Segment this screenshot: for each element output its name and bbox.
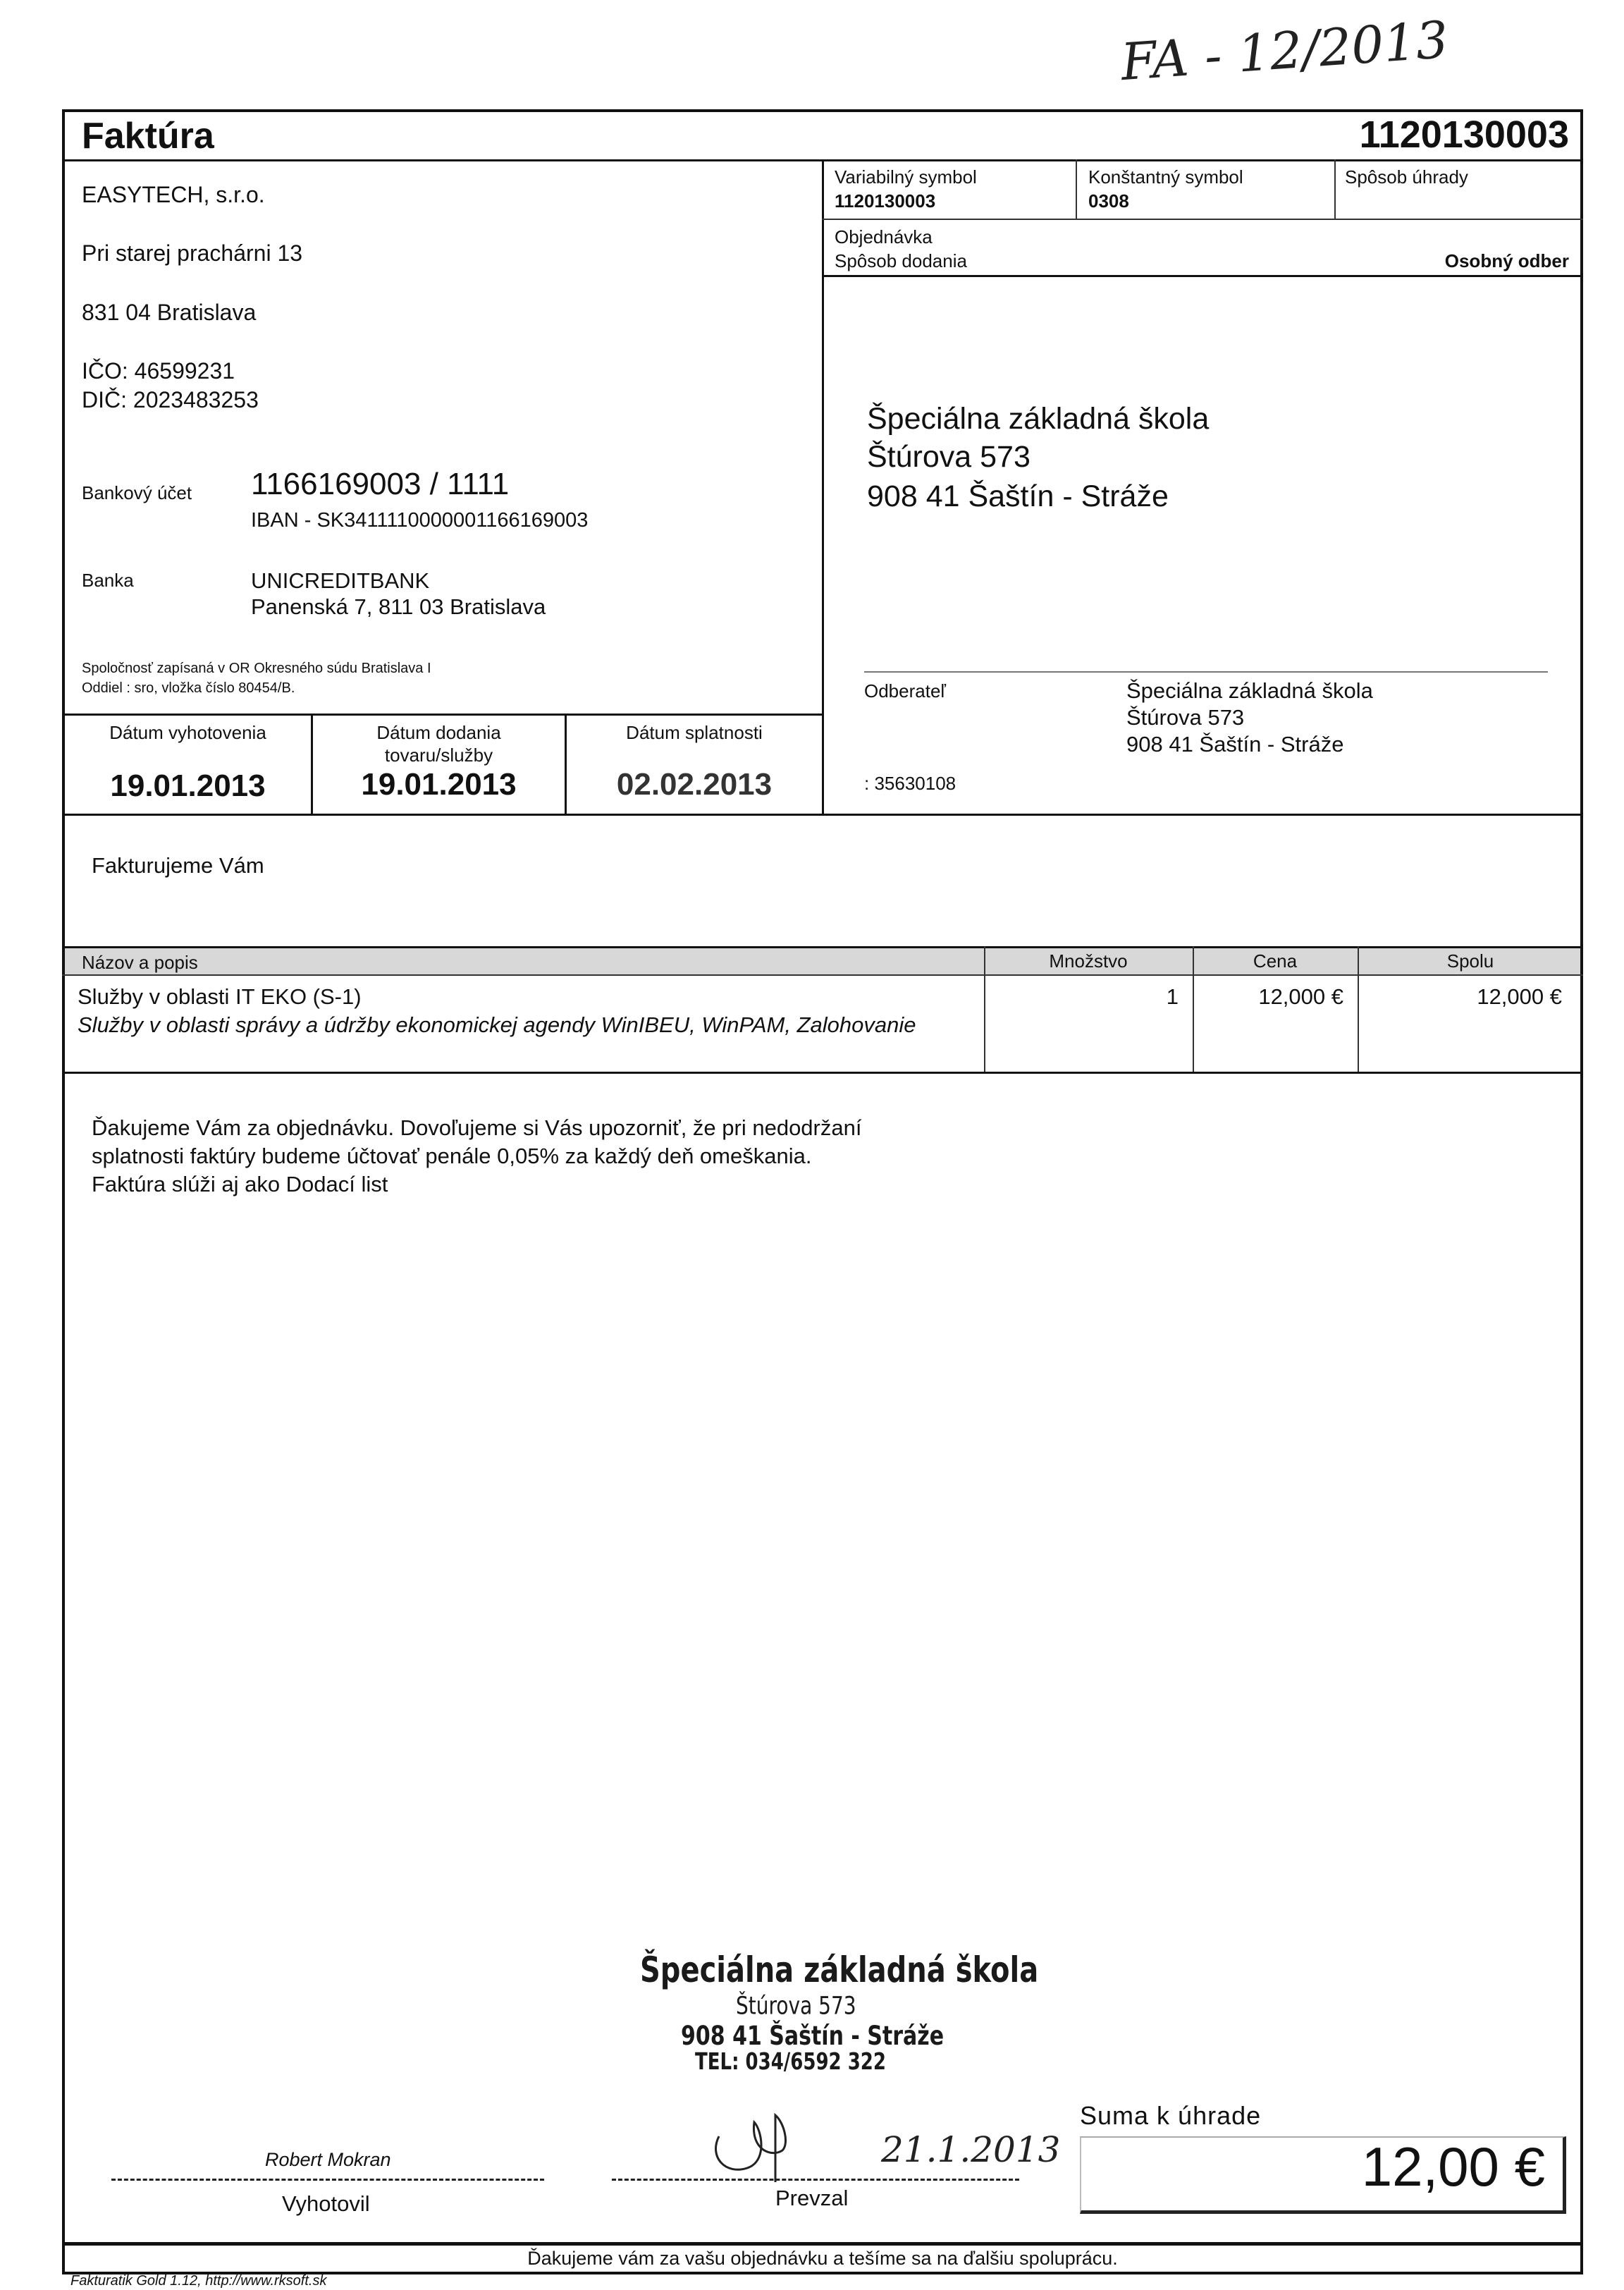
footer-thanks: Ďakujeme vám za vašu objednávku a tešíme sa na ďalšiu spoluprácu.	[527, 2248, 1118, 2269]
customer-city: 908 41 Šaštín - Stráže	[1126, 732, 1344, 757]
table-header-total: Spolu	[1446, 950, 1494, 972]
bank-name: UNICREDITBANK	[251, 568, 430, 593]
due-date: 02.02.2013	[616, 767, 773, 802]
supplier-ico: IČO: 46599231	[82, 358, 235, 384]
supplier-city: 831 04 Bratislava	[82, 300, 257, 325]
issue-date: 19.01.2013	[110, 769, 266, 803]
table-bottom-border	[62, 1072, 1583, 1074]
stamp-line-3: 908 41 Šaštín - Stráže	[681, 2021, 945, 2052]
payment-divider-2	[1334, 159, 1336, 219]
recipient-name: Špeciálna základná škola	[867, 402, 1210, 436]
constant-symbol-label: Konštantný symbol	[1088, 166, 1243, 188]
note-line-1: Ďakujeme Vám za objednávku. Dovoľujeme si Vás upozorniť, že pri nedodržaní	[92, 1115, 862, 1140]
delivery-method: Osobný odber	[1444, 250, 1569, 271]
customer-street: Štúrova 573	[1126, 705, 1245, 730]
bank-account-label: Bankový účet	[82, 482, 192, 503]
bank-iban: IBAN - SK3411110000001166169003	[251, 509, 589, 532]
header-section-bottom	[62, 814, 1583, 816]
software-credit: Fakturatik Gold 1.12, http://www.rksoft.sk	[70, 2273, 327, 2289]
table-row-total: 12,000 €	[1477, 984, 1562, 1009]
intro-text: Fakturujeme Vám	[92, 853, 264, 878]
variable-symbol: 1120130003	[835, 190, 936, 212]
bank-label: Banka	[82, 570, 134, 591]
table-header-qty: Množstvo	[1049, 950, 1128, 972]
order-label: Objednávka	[835, 226, 933, 247]
customer-separator	[864, 671, 1548, 673]
invoice-number: 1120130003	[1359, 114, 1569, 156]
registry-line-1: Spoločnosť zapísaná v OR Okresného súdu Bratislava I	[82, 661, 431, 676]
total-label: Suma k úhrade	[1080, 2101, 1262, 2130]
received-label: Prevzal	[775, 2186, 849, 2210]
table-header-name: Názov a popis	[82, 952, 198, 973]
customer-id: : 35630108	[864, 773, 956, 794]
issued-by-label: Vyhotovil	[282, 2191, 370, 2216]
table-row-qty: 1	[1166, 984, 1179, 1009]
dates-top-border	[62, 714, 822, 716]
handwritten-reference: FA - 12/2013	[1119, 9, 1451, 92]
total-value: 12,00 €	[1361, 2136, 1545, 2198]
issued-by-name: Robert Mokran	[265, 2149, 391, 2170]
customer-name: Špeciálna základná škola	[1126, 678, 1373, 703]
constant-symbol: 0308	[1088, 190, 1129, 212]
bank-address: Panenská 7, 811 03 Bratislava	[251, 594, 546, 619]
issue-date-label: Dátum vyhotovenia	[109, 722, 266, 743]
delivery-date-label-1: Dátum dodania	[376, 722, 501, 743]
registry-line-2: Oddiel : sro, vložka číslo 80454/B.	[82, 680, 295, 696]
received-line	[612, 2179, 1019, 2181]
table-row-description: Služby v oblasti správy a údržby ekonomickej agendy WinIBEU, WinPAM, Zalohovanie	[78, 1012, 916, 1037]
invoice-title: Faktúra	[82, 116, 214, 157]
payment-divider-1	[1076, 159, 1077, 219]
delivery-date-label-2: tovaru/služby	[384, 745, 493, 766]
variable-symbol-label: Variabilný symbol	[835, 166, 977, 188]
supplier-street: Pri starej prachárni 13	[82, 240, 303, 266]
stamp-line-1: Špeciálna základná škola	[640, 1950, 1039, 1991]
top-vertical-divider	[822, 159, 824, 814]
received-signature	[705, 2108, 846, 2186]
stamp-line-2: Štúrova 573	[736, 1991, 856, 2021]
delivery-method-label: Spôsob dodania	[835, 250, 967, 271]
note-line-3: Faktúra slúži aj ako Dodací list	[92, 1172, 388, 1196]
table-header-price: Cena	[1253, 950, 1298, 972]
due-date-label: Dátum splatnosti	[626, 722, 763, 743]
supplier-dic: DIČ: 2023483253	[82, 387, 259, 412]
payment-row-divider	[822, 219, 1583, 220]
stamp-line-4: TEL: 034/6592 322	[695, 2049, 886, 2076]
note-line-2: splatnosti faktúry budeme účtovať penále 0,05% za každý deň omeškania.	[92, 1144, 812, 1168]
recipient-street: Štúrova 573	[867, 440, 1031, 474]
table-row-price: 12,000 €	[1258, 984, 1343, 1009]
table-header-bottom	[62, 974, 1583, 976]
payment-method-label: Spôsob úhrady	[1345, 166, 1468, 188]
recipient-city: 908 41 Šaštín - Stráže	[867, 479, 1169, 513]
received-date: 21.1.2013	[881, 2129, 1061, 2170]
customer-label: Odberateľ	[864, 680, 946, 702]
payment-bottom-divider	[822, 275, 1583, 277]
bank-account-number: 1166169003 / 1111	[251, 467, 510, 501]
delivery-date: 19.01.2013	[361, 767, 517, 802]
issued-by-line	[111, 2179, 544, 2181]
supplier-name: EASYTECH, s.r.o.	[82, 182, 265, 207]
table-row-name: Služby v oblasti IT EKO (S-1)	[78, 984, 362, 1009]
